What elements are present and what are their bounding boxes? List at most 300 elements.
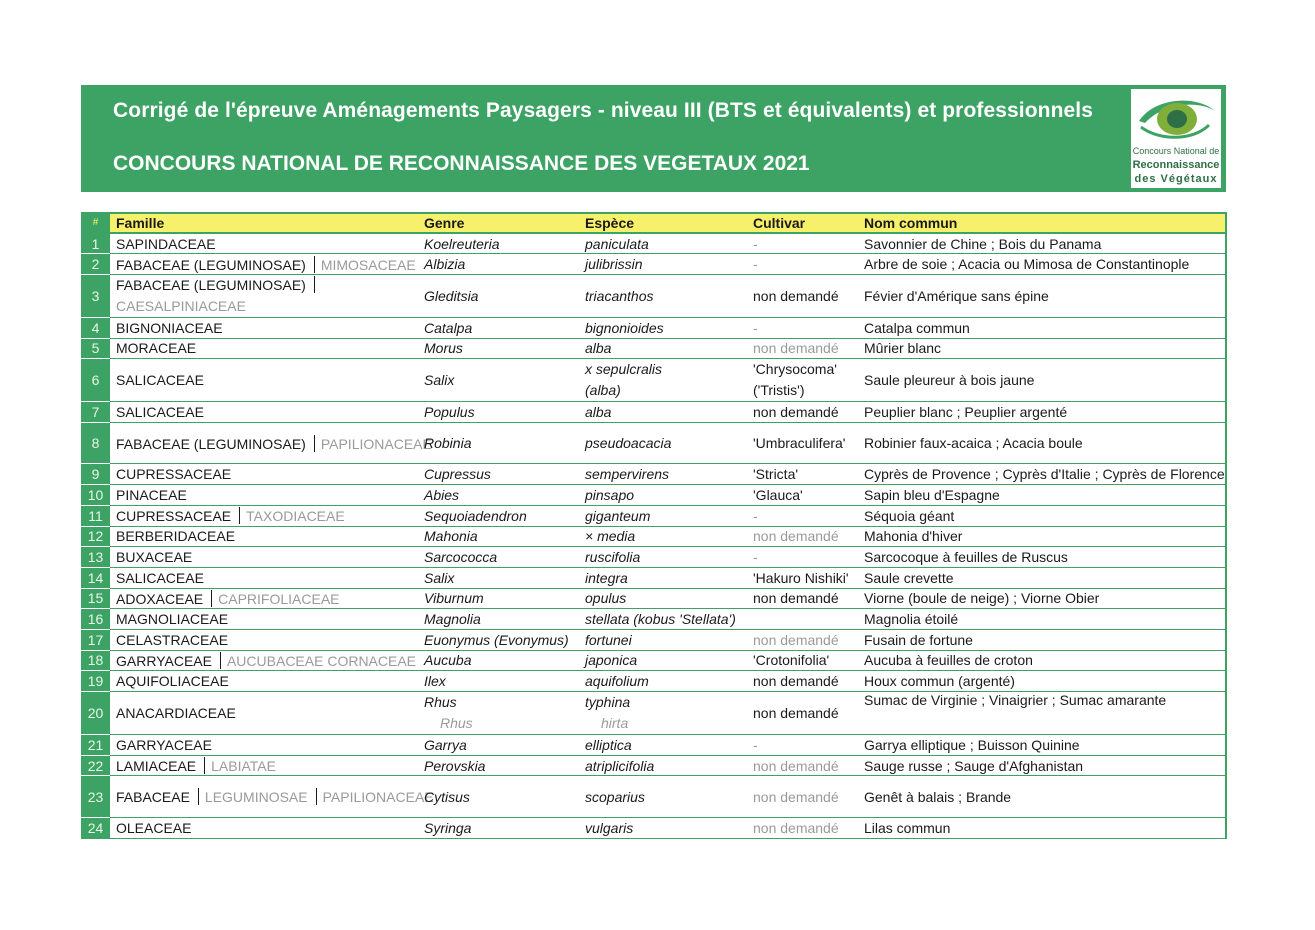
row-number: 6 <box>81 359 110 402</box>
cultivar-name: non demandé <box>753 788 839 805</box>
famille-alternate-name: LABIATAE <box>211 758 276 775</box>
table-row <box>81 817 1226 838</box>
cell-espece <box>579 402 747 423</box>
cell-genre <box>418 274 579 317</box>
cell-famille <box>110 359 418 402</box>
cultivar-name: non demandé <box>753 757 839 774</box>
espece-name: aquifolium <box>585 673 649 690</box>
espece-name: x sepulcralis <box>585 361 663 378</box>
cell-genre <box>418 402 579 423</box>
cell-espece <box>579 817 747 838</box>
cell-famille <box>110 338 418 359</box>
famille-separator <box>314 276 315 293</box>
famille-alternate-name: AUCUBACEAE CORNACEAE <box>226 652 417 669</box>
cultivar-name: 'Chrysocoma' <box>753 361 837 378</box>
cell-espece <box>579 359 747 402</box>
cell-genre <box>418 359 579 402</box>
cultivar-name: non demandé <box>753 528 839 545</box>
row-number: 18 <box>81 650 110 671</box>
row-number: 5 <box>81 338 110 359</box>
cell-espece <box>579 274 747 317</box>
cell-espece <box>579 650 747 671</box>
row-number: 4 <box>81 317 110 338</box>
espece-name: typhina <box>585 694 631 710</box>
cell-genre <box>418 254 579 275</box>
genre-name: Albizia <box>424 256 466 273</box>
cell-cultivar <box>747 422 858 464</box>
famille-name: SALICACEAE <box>116 569 204 586</box>
cell-nom-commun: Fusain de fortune <box>858 629 1226 650</box>
row-number: 16 <box>81 609 110 630</box>
page-subtitle: CONCOURS NATIONAL DE RECONNAISSANCE DES VEGETAUX 2021 <box>113 152 810 175</box>
cultivar-name: non demandé <box>753 287 839 304</box>
row-number: 19 <box>81 671 110 692</box>
famille-name: FABACEAE (LEGUMINOSAE) <box>116 435 306 452</box>
genre-alternate-name: Rhus <box>440 715 473 731</box>
genre-name: Salix <box>424 569 455 586</box>
genre-name: Koelreuteria <box>424 235 500 252</box>
column-header-cultivar: Cultivar <box>747 213 858 233</box>
cell-famille <box>110 317 418 338</box>
cell-nom-commun: Houx commun (argenté) <box>858 671 1226 692</box>
cell-cultivar <box>747 629 858 650</box>
table-row <box>81 317 1226 338</box>
row-number: 12 <box>81 526 110 547</box>
cell-famille <box>110 526 418 547</box>
famille-alternate-name: MIMOSACEAE <box>320 256 416 273</box>
row-number: 13 <box>81 547 110 568</box>
famille-name: BUXACEAE <box>116 549 193 566</box>
espece-name: pinsapo <box>585 486 635 503</box>
column-header-famille: Famille <box>110 213 418 233</box>
cell-nom-commun: Aucuba à feuilles de croton <box>858 650 1226 671</box>
genre-name: Sequoiadendron <box>424 507 527 524</box>
cultivar-name: - <box>753 256 758 273</box>
cultivar-name: non demandé <box>753 404 839 421</box>
cell-espece <box>579 755 747 776</box>
cell-nom-commun: Séquoia géant <box>858 505 1226 526</box>
cell-nom-commun: Sauge russe ; Sauge d'Afghanistan <box>858 755 1226 776</box>
cell-cultivar <box>747 274 858 317</box>
cell-cultivar <box>747 817 858 838</box>
cell-espece <box>579 485 747 506</box>
row-number: 3 <box>81 274 110 317</box>
row-number: 10 <box>81 485 110 506</box>
cell-nom-commun: Sapin bleu d'Espagne <box>858 485 1226 506</box>
cell-genre <box>418 609 579 630</box>
row-number: 11 <box>81 505 110 526</box>
genre-name: Ilex <box>424 673 446 690</box>
famille-name: ANACARDIACEAE <box>116 705 236 721</box>
cell-genre <box>418 317 579 338</box>
cell-cultivar <box>747 650 858 671</box>
genre-name: Perovskia <box>424 757 486 774</box>
cell-cultivar <box>747 359 858 402</box>
table-body <box>81 233 1226 838</box>
cell-espece <box>579 547 747 568</box>
cell-famille <box>110 485 418 506</box>
table-row <box>81 609 1226 630</box>
genre-name: Aucuba <box>424 652 472 669</box>
famille-separator <box>314 256 315 273</box>
cell-cultivar <box>747 317 858 338</box>
cell-nom-commun: Lilas commun <box>858 817 1226 838</box>
cell-genre <box>418 464 579 485</box>
cell-espece <box>579 567 747 588</box>
logo-text-line1: Concours National de <box>1132 146 1220 156</box>
eye-logo-icon <box>1135 91 1217 145</box>
cell-famille <box>110 817 418 838</box>
famille-name: BERBERIDACEAE <box>116 528 236 545</box>
famille-name: GARRYACEAE <box>116 652 212 669</box>
cultivar-name: 'Umbraculifera' <box>753 435 846 452</box>
cell-famille <box>110 254 418 275</box>
cultivar-name: 'Hakuro Nishiki' <box>753 569 849 586</box>
espece-name: giganteum <box>585 507 651 524</box>
cultivar-name: - <box>753 736 758 753</box>
cell-cultivar <box>747 692 858 735</box>
cell-nom-commun: Sarcocoque à feuilles de Ruscus <box>858 547 1226 568</box>
table-row <box>81 588 1226 609</box>
famille-separator <box>316 788 317 805</box>
cell-nom-commun: Robinier faux-acaica ; Acacia boule <box>858 422 1226 464</box>
cell-famille <box>110 274 418 317</box>
cell-espece <box>579 671 747 692</box>
espece-name: stellata (kobus 'Stellata') <box>585 611 736 628</box>
cell-cultivar <box>747 233 858 254</box>
famille-name: LAMIACEAE <box>116 758 197 775</box>
cultivar-name: non demandé <box>753 705 839 721</box>
row-number: 2 <box>81 254 110 275</box>
genre-name: Robinia <box>424 435 472 452</box>
famille-name: CUPRESSACEAE <box>116 466 232 483</box>
cell-cultivar <box>747 588 858 609</box>
genre-name: Euonymus (Evonymus) <box>424 631 569 648</box>
cell-famille <box>110 776 434 818</box>
cell-espece <box>579 464 747 485</box>
row-number: 9 <box>81 464 110 485</box>
cell-cultivar <box>747 755 858 776</box>
cell-genre <box>418 505 579 526</box>
plant-answer-table <box>81 212 1226 836</box>
genre-name: Rhus <box>424 694 457 710</box>
genre-name: Sarcococca <box>424 549 498 566</box>
espece-name: bignonioides <box>585 319 664 336</box>
column-header-espece: Espèce <box>579 213 747 233</box>
espece-name: alba <box>585 340 612 357</box>
column-header-number: # <box>81 213 110 233</box>
famille-alternate-name: PAPILIONACEAE <box>322 789 434 806</box>
cell-nom-commun: Savonnier de Chine ; Bois du Panama <box>858 233 1226 254</box>
genre-name: Garrya <box>424 736 467 753</box>
table-header-row <box>81 213 1226 233</box>
famille-name: GARRYACEAE <box>116 736 212 753</box>
column-header-genre: Genre <box>418 213 579 233</box>
cell-genre <box>418 692 579 735</box>
cell-espece <box>579 735 747 756</box>
cell-espece <box>579 317 747 338</box>
table-row <box>81 485 1226 506</box>
row-number: 22 <box>81 755 110 776</box>
table-row <box>81 505 1226 526</box>
famille-name: SALICACEAE <box>116 404 204 421</box>
cell-cultivar <box>747 776 858 818</box>
table-row <box>81 464 1226 485</box>
genre-name: Abies <box>424 486 460 503</box>
cell-nom-commun: Saule pleureur à bois jaune <box>858 359 1226 402</box>
cell-famille <box>110 505 418 526</box>
espece-name: alba <box>585 404 612 421</box>
row-number: 1 <box>81 233 110 254</box>
cell-genre <box>418 422 579 464</box>
logo-text-line3: des Végétaux <box>1134 173 1218 185</box>
table-row <box>81 402 1226 423</box>
famille-name: MAGNOLIACEAE <box>116 611 229 628</box>
cultivar-name: non demandé <box>753 340 839 357</box>
famille-name: SALICACEAE <box>116 372 204 389</box>
cell-genre <box>418 755 579 776</box>
cell-cultivar <box>747 609 858 630</box>
genre-name: Cytisus <box>424 788 470 805</box>
espece-name: triacanthos <box>585 287 654 304</box>
cell-genre <box>418 776 579 818</box>
cell-nom-commun: Mahonia d'hiver <box>858 526 1226 547</box>
header-banner <box>81 85 1226 192</box>
row-number: 17 <box>81 629 110 650</box>
cell-cultivar <box>747 547 858 568</box>
espece-name: integra <box>585 569 628 586</box>
famille-name: MORACEAE <box>116 340 197 357</box>
cell-espece <box>579 776 747 818</box>
cell-espece <box>579 254 747 275</box>
cell-espece <box>579 609 747 630</box>
cell-espece <box>579 629 747 650</box>
cell-genre <box>418 650 579 671</box>
table-row <box>81 650 1226 671</box>
cultivar-name: - <box>753 507 758 524</box>
cultivar-name: - <box>753 549 758 566</box>
espece-name: ruscifolia <box>585 549 641 566</box>
cell-genre <box>418 629 579 650</box>
cell-nom-commun: Genêt à balais ; Brande <box>858 776 1226 818</box>
cell-cultivar <box>747 671 858 692</box>
espece-name: scoparius <box>585 788 645 805</box>
espece-name: vulgaris <box>585 819 634 836</box>
cell-genre <box>418 671 579 692</box>
table-row <box>81 338 1226 359</box>
famille-name: CELASTRACEAE <box>116 631 229 648</box>
table-row <box>81 254 1226 275</box>
cultivar-name: non demandé <box>753 631 839 648</box>
row-number: 8 <box>81 422 110 464</box>
row-number: 24 <box>81 817 110 838</box>
cell-famille <box>110 567 418 588</box>
cell-famille <box>110 547 418 568</box>
famille-separator <box>204 757 205 774</box>
cell-famille <box>110 650 418 671</box>
table-row <box>81 547 1226 568</box>
espece-name: pseudoacacia <box>585 435 672 452</box>
table-row <box>81 671 1226 692</box>
row-number: 14 <box>81 567 110 588</box>
cell-nom-commun: Magnolia étoilé <box>858 609 1226 630</box>
cell-nom-commun: Peuplier blanc ; Peuplier argenté <box>858 402 1226 423</box>
famille-separator <box>211 590 212 607</box>
cell-cultivar <box>747 485 858 506</box>
cultivar-alternate-name: ('Tristis') <box>753 382 805 399</box>
cultivar-name: 'Stricta' <box>753 466 799 483</box>
cell-genre <box>418 485 579 506</box>
cell-nom-commun: Catalpa commun <box>858 317 1226 338</box>
cell-famille <box>110 233 418 254</box>
cell-famille <box>110 588 418 609</box>
genre-name: Mahonia <box>424 528 478 545</box>
cultivar-name: non demandé <box>753 819 839 836</box>
cultivar-name: 'Crotonifolia' <box>753 652 830 669</box>
genre-name: Morus <box>424 340 463 357</box>
cell-famille <box>110 402 418 423</box>
espece-name: paniculata <box>585 235 649 252</box>
column-header-nom-commun: Nom commun <box>858 213 1226 233</box>
famille-name: FABACEAE (LEGUMINOSAE) <box>116 276 306 293</box>
cell-famille <box>110 735 418 756</box>
espece-name: fortunei <box>585 631 632 648</box>
cell-nom-commun: Mûrier blanc <box>858 338 1226 359</box>
row-number: 21 <box>81 735 110 756</box>
row-number: 20 <box>81 692 110 735</box>
table-row <box>81 274 1226 317</box>
cell-famille <box>110 629 418 650</box>
cultivar-name: non demandé <box>753 590 839 607</box>
famille-separator <box>198 788 199 805</box>
row-number: 7 <box>81 402 110 423</box>
row-number: 15 <box>81 588 110 609</box>
cell-famille <box>110 671 418 692</box>
table-row <box>81 359 1226 402</box>
famille-name: CUPRESSACEAE <box>116 508 232 525</box>
cell-genre <box>418 567 579 588</box>
cell-genre <box>418 735 579 756</box>
cultivar-name: 'Glauca' <box>753 486 803 503</box>
cell-espece <box>579 422 747 464</box>
espece-alternate-name: (alba) <box>585 382 621 399</box>
genre-name: Cupressus <box>424 466 491 483</box>
table-row <box>81 755 1226 776</box>
cell-espece <box>579 588 747 609</box>
cell-cultivar <box>747 526 858 547</box>
cell-espece <box>579 233 747 254</box>
cell-nom-commun: Sumac de Virginie ; Vinaigrier ; Sumac amarante <box>858 692 1226 735</box>
table-row <box>81 422 1226 464</box>
cell-famille <box>110 692 418 735</box>
cell-famille <box>110 755 418 776</box>
cultivar-name: - <box>753 235 758 252</box>
genre-name: Salix <box>424 372 455 389</box>
cell-famille <box>110 609 418 630</box>
cell-nom-commun: Saule crevette <box>858 567 1226 588</box>
espece-name: × media <box>585 528 636 545</box>
cell-espece <box>579 692 747 735</box>
cell-famille <box>110 464 418 485</box>
espece-name: atriplicifolia <box>585 757 655 774</box>
cell-nom-commun: Févier d'Amérique sans épine <box>858 274 1226 317</box>
table-row <box>81 735 1226 756</box>
table-row <box>81 567 1226 588</box>
cell-genre <box>418 547 579 568</box>
cell-cultivar <box>747 254 858 275</box>
answer-table <box>81 212 1227 839</box>
cell-cultivar <box>747 567 858 588</box>
cell-nom-commun: Viorne (boule de neige) ; Viorne Obier <box>858 588 1226 609</box>
famille-alternate-name: CAESALPINIACEAE <box>116 297 246 314</box>
cell-genre <box>418 233 579 254</box>
espece-name: elliptica <box>585 736 632 753</box>
cell-cultivar <box>747 464 858 485</box>
famille-name: FABACEAE <box>116 789 190 806</box>
cell-cultivar <box>747 735 858 756</box>
cell-espece <box>579 338 747 359</box>
famille-separator <box>239 507 240 524</box>
genre-name: Populus <box>424 404 475 421</box>
cultivar-name: non demandé <box>753 673 839 690</box>
cell-genre <box>418 817 579 838</box>
cell-nom-commun: Cyprès de Provence ; Cyprès d'Italie ; Cyprès de Florence <box>858 464 1226 485</box>
genre-name: Syringa <box>424 819 472 836</box>
famille-alternate-name: CAPRIFOLIACEAE <box>218 590 340 607</box>
genre-name: Catalpa <box>424 319 473 336</box>
cell-espece <box>579 505 747 526</box>
cell-genre <box>418 526 579 547</box>
espece-name: julibrissin <box>585 256 643 273</box>
espece-name: opulus <box>585 590 627 607</box>
famille-name: ADOXACEAE <box>116 590 204 607</box>
famille-name: PINACEAE <box>116 486 187 503</box>
famille-name: OLEACEAE <box>116 819 192 836</box>
table-row <box>81 233 1226 254</box>
genre-name: Gleditsia <box>424 287 479 304</box>
cell-nom-commun: Arbre de soie ; Acacia ou Mimosa de Constantinople <box>858 254 1226 275</box>
famille-alternate-name: TAXODIACEAE <box>246 508 345 525</box>
cell-cultivar <box>747 338 858 359</box>
famille-alternate-name: LEGUMINOSAE <box>204 789 308 806</box>
famille-name: AQUIFOLIACEAE <box>116 673 229 690</box>
contest-logo <box>1130 88 1222 189</box>
cell-famille <box>110 422 432 464</box>
famille-alternate-name: PAPILIONACEAE <box>320 435 432 452</box>
table-row <box>81 629 1226 650</box>
cell-espece <box>579 526 747 547</box>
cultivar-name: - <box>753 319 758 336</box>
table-row <box>81 776 1226 818</box>
espece-alternate-name: hirta <box>601 715 629 731</box>
famille-name: SAPINDACEAE <box>116 235 216 252</box>
genre-name: Viburnum <box>424 590 484 607</box>
logo-text-line2: Reconnaissance <box>1132 159 1220 171</box>
table-row <box>81 692 1226 735</box>
table-row <box>81 526 1226 547</box>
cell-genre <box>418 588 579 609</box>
cell-cultivar <box>747 402 858 423</box>
famille-name: FABACEAE (LEGUMINOSAE) <box>116 256 306 273</box>
genre-name: Magnolia <box>424 611 481 628</box>
espece-name: sempervirens <box>585 466 670 483</box>
cell-genre <box>418 338 579 359</box>
cell-cultivar <box>747 505 858 526</box>
famille-separator <box>314 435 315 452</box>
famille-name: BIGNONIACEAE <box>116 319 223 336</box>
cell-nom-commun: Garrya elliptique ; Buisson Quinine <box>858 735 1226 756</box>
famille-separator <box>220 652 221 669</box>
